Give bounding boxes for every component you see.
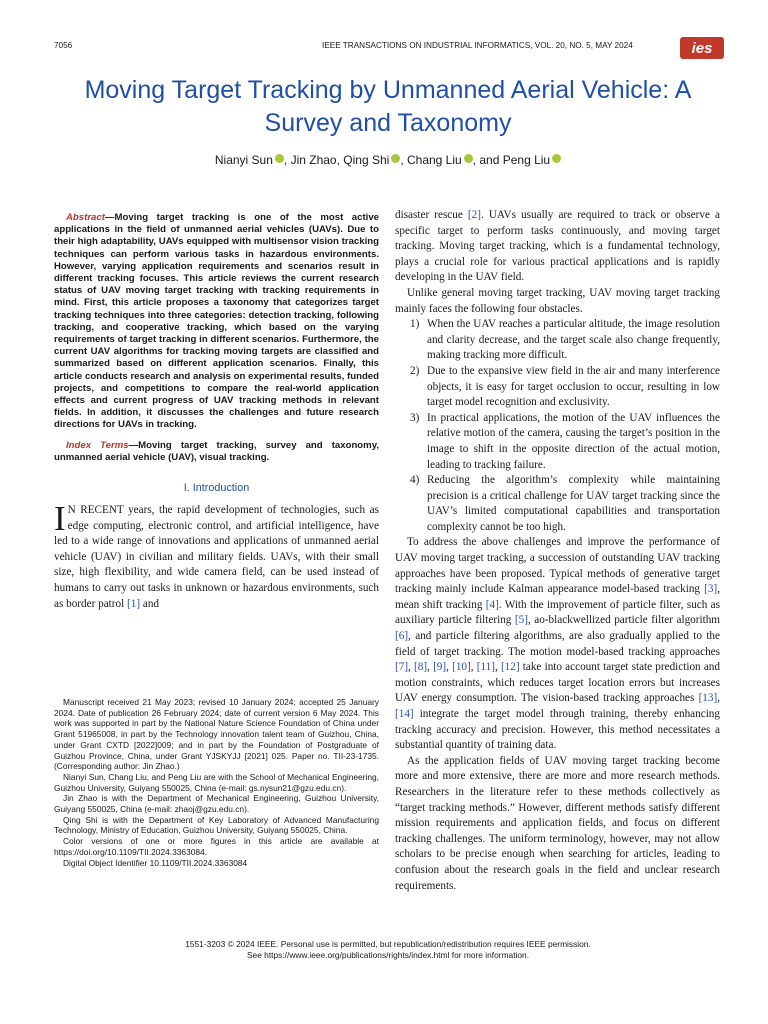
author-name[interactable]: Peng Liu xyxy=(502,153,551,167)
list-item: 2) Due to the expansive view field in the air and many interference objects, it is easy for target occlusion to occur, resulting in low target model recognition and exclusivity. xyxy=(410,364,720,409)
footnote: Color versions of one or more figures in this article are available at https://doi.org/10.1109/TII.2024.3363084. xyxy=(54,836,379,857)
abstract xyxy=(54,212,379,432)
author-name[interactable]: Nianyi Sun xyxy=(214,153,273,167)
paragraph: disaster rescue [2]. UAVs usually are required to track or observe a specific target to perform tasks continuously, and moving target tracking. Moving target tracking, which is a fundamental technology, plays a crucial role for various practical applications and is rapidly developing in the UAV field. xyxy=(395,209,720,284)
copyright-line: 1551-3203 © 2024 IEEE. Personal use is permitted, but republication/redistribution requires IEEE permission. xyxy=(185,939,591,949)
citation-link[interactable]: [5] xyxy=(514,614,528,627)
paragraph: Unlike general moving target tracking, UAV moving target tracking mainly faces the following four obstacles. xyxy=(395,286,720,315)
paragraph: To address the above challenges and improve the performance of UAV moving target tracking, a succession of outstanding UAV tracking approaches have been proposed. Typical methods of generative target tracking mainly include Kalman appearance model-based tracking [3], mean shift tracking [4]. With the improvement of particle filter, such as auxiliary particle filtering [5], ao-blackwellized particle filter algorithm [6], and particle filtering algorithms, are also gradually applied to the field of target tracking. The motion model-based tracking approaches [7], [8], [9], [10], [11], [12] take into account target state prediction and motion constraints, which reduces target location errors but increases UAV energy consumption. The vision-based tracking approaches [13], [14] integrate the target model through training, thereby enhancing tracking accuracy and precision. However, this method necessitates a substantial quantity of training data. xyxy=(395,536,721,752)
index-terms-label: Index Terms xyxy=(66,439,129,451)
list-item: 3) In practical applications, the motion of the UAV influences the relative motion of the camera, causing the target’s position in the image to shift in the opposite direction of the actual motion, leading to tracking failure. xyxy=(410,411,720,471)
citation-link[interactable]: [1] xyxy=(127,597,141,610)
obstacle-list xyxy=(395,317,720,535)
citation-link[interactable]: [2] xyxy=(467,209,481,221)
footnote: Qing Shi is with the Department of Key Laboratory of Advanced Manufacturing Technology, Ministry of Education, Guizhou University, Guiyang 550025, China. xyxy=(54,814,379,836)
citation-link[interactable]: [14] xyxy=(395,708,414,720)
section-heading: I. Introduction xyxy=(183,482,250,495)
journal-header: IEEE TRANSACTIONS ON INDUSTRIAL INFORMATICS, VOL. 20, NO. 5, MAY 2024 xyxy=(322,41,633,50)
ies-logo xyxy=(680,37,724,59)
index-terms xyxy=(54,440,379,464)
list-item: 4) Reducing the algorithm’s complexity while maintaining precision is a critical challenge for UAV target tracking since the UAV’s limited computational capabilities and transportation complexity cannot be too high. xyxy=(410,474,720,533)
footnotes xyxy=(54,697,379,868)
copyright-line: See https://www.ieee.org/publications/rights/index.html for more information. xyxy=(246,950,530,960)
footnote: Digital Object Identifier 10.1109/TII.2024.3363084 xyxy=(63,857,248,868)
abstract-text: —Moving target tracking is one of the most active applications in the field of unmanned aerial vehicles (UAVs). Due to their high adaptability, UAVs equipped with multisensor vision tracking techniques can perform various tasks in hazardous environments. However, varying application requirements and scenarios result in different tracking focuses. This article reviews the current research status of UAV moving target tracking with tracking requirements in mind. First, this article proposes a taxonomy that categorizes target tracking techniques into three categories: detection tracking, following tracking, and cooperative tracking, which based on the varying requirements of target tracking in different scenarios. Furthermore, the current UAV algorithms for tracking moving targets are classified and summarized based on different application scenarios. Finally, this article conducts research and analysis on experimental results, funded projects, and competitions to compare the real-world application effects and current progress of UAV tracking methods in relevant fields. In addition, it discusses the challenges and future research directions for UAVs in tracking. xyxy=(54,212,379,431)
citation-link[interactable]: [11] xyxy=(476,661,495,674)
abstract-label: Abstract xyxy=(66,212,105,223)
footnote: Nianyi Sun, Chang Liu, and Peng Liu are with the School of Mechanical Engineering, Guizhou University, Guiyang 550025, China (e-mail: gs.nysun21@gzu.edu.cn). xyxy=(54,771,379,793)
citation-link[interactable]: [13] xyxy=(698,692,718,705)
author-list: Nianyi Sun , Jin Zhao, Qing Shi , Chang Liu , and Peng Liu xyxy=(54,153,722,167)
orcid-icon[interactable] xyxy=(464,154,473,163)
logo-text: ies xyxy=(691,40,713,57)
citation-link[interactable]: [7] xyxy=(395,661,409,674)
index-terms-text: —Moving target tracking, survey and taxonomy, unmanned aerial vehicle (UAV), visual tracking. xyxy=(54,439,379,463)
paragraph: As the application fields of UAV moving target tracking become more and more extensive, there are more and more research methods. Researchers in the literature refer to these methods collectively as “target tracking methods.” However, different methods satisfy different mission requirements and application fields, and focus on different tracking challenges. The uniform terminology, however, may not allow scholars to be precise enough when searching for articles, leading to confusion about the research goals in the field and unclear research requirements. xyxy=(395,754,720,892)
dropcap: I xyxy=(54,499,66,539)
paper-title: Moving Target Tracking by Unmanned Aerial Vehicle: A Survey and Taxonomy xyxy=(84,76,692,137)
citation-link[interactable]: [6] xyxy=(395,630,409,643)
citation-link[interactable]: [12] xyxy=(500,661,520,674)
right-column xyxy=(395,208,720,894)
intro-paragraph: I N RECENT years, the rapid development of technologies, such as edge computing, electronic control, and artificial intelligence, have led to a wide range of innovations and applications of unmanned aerial vehicle (UAV) in civilian and military fields. UAVs, with their small size, high flexibility, and wide camera field, can be used instead of humans to carry out tasks in unknown or hazardous environments, such as border patrol [1] and xyxy=(54,499,379,610)
orcid-icon[interactable] xyxy=(552,154,561,163)
footnote: Jin Zhao is with the Department of Mechanical Engineering, Guizhou University, Guiyang 550025, China (e-mail: zhaoj@gzu.edu.cn). xyxy=(54,793,379,815)
left-column xyxy=(54,208,379,612)
citation-link[interactable]: [10] xyxy=(452,661,471,674)
citation-link[interactable]: [9] xyxy=(433,661,447,674)
citation-link[interactable]: [3] xyxy=(704,583,718,596)
footnote: Manuscript received 21 May 2023; revised 10 January 2024; accepted 25 January 2024. Date of publication 26 February 2024; date of current version 6 May 2024. This work was supported in part by the National Nature Science Foundation of China under Grant 51965008, in part by the Technology innovation talent team of Guizhou, China, under Grant CXTD [2022]009; and in part by the Foundation of Postgraduate of Guizhou Province, China, under Grant YJSKYJJ [2021] 025. Paper no. TII-23-1735. (Corresponding author: Jin Zhao.) xyxy=(54,697,379,772)
author-name[interactable]: Jin Zhao xyxy=(290,153,337,167)
copyright-notice xyxy=(54,939,722,961)
list-item: 1) When the UAV reaches a particular altitude, the image resolution and clarity decrease, and the target scale also change frequently, making tracking more difficult. xyxy=(410,318,720,362)
orcid-icon[interactable] xyxy=(275,154,284,163)
citation-link[interactable]: [4] xyxy=(485,598,499,611)
page-number: 7056 xyxy=(54,41,73,50)
author-name[interactable]: Chang Liu xyxy=(406,153,462,167)
orcid-icon[interactable] xyxy=(391,154,400,163)
author-name[interactable]: Qing Shi xyxy=(343,153,390,167)
citation-link[interactable]: [8] xyxy=(414,661,428,674)
